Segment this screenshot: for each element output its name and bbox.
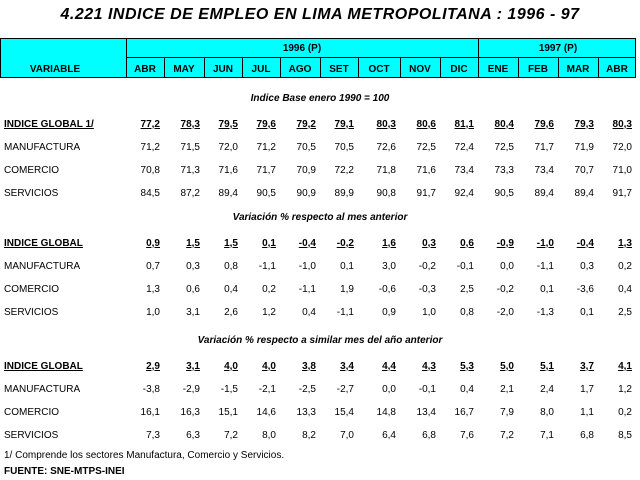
table-cell: 2,9 [146, 361, 160, 372]
table-cell: 1,7 [580, 384, 594, 395]
table-cell: 1,0 [422, 307, 436, 318]
table-cell: 0,2 [262, 284, 276, 295]
table-cell: -1,1 [298, 284, 316, 295]
table-cell: 84,5 [140, 188, 160, 199]
table-cell: 72,0 [218, 142, 238, 153]
table-cell: 5,1 [540, 361, 554, 372]
table-cell: 73,4 [454, 165, 474, 176]
year-1996-header: 1996 (P) [282, 43, 322, 54]
month-header: MAR [566, 64, 590, 75]
table-cell: 71,0 [612, 165, 632, 176]
row-label: MANUFACTURA [4, 261, 81, 272]
table-cell: 13,3 [296, 407, 316, 418]
table-row [0, 119, 640, 133]
table-cell: -0,2 [336, 238, 354, 249]
table-cell: -3,8 [142, 384, 160, 395]
table-cell: 90,8 [376, 188, 396, 199]
table-cell: 70,9 [296, 165, 316, 176]
table-cell: 71,2 [256, 142, 276, 153]
table-cell: -1,3 [536, 307, 554, 318]
table-cell: -2,9 [182, 384, 200, 395]
table-cell: 5,3 [460, 361, 474, 372]
table-cell: 71,6 [416, 165, 436, 176]
table-cell: 8,0 [262, 430, 276, 441]
table-row [0, 307, 640, 321]
table-cell: 3,4 [340, 361, 354, 372]
table-cell: 70,5 [296, 142, 316, 153]
header-divider [126, 57, 636, 58]
table-cell: -0,3 [418, 284, 436, 295]
month-header: ABR [606, 64, 628, 75]
table-cell: -1,1 [336, 307, 354, 318]
row-label: SERVICIOS [4, 188, 59, 199]
table-cell: 14,6 [256, 407, 276, 418]
table-cell: -1,0 [298, 261, 316, 272]
table-cell: 4,3 [422, 361, 436, 372]
table-cell: 7,3 [146, 430, 160, 441]
table-cell: 0,0 [500, 261, 514, 272]
table-cell: 0,4 [460, 384, 474, 395]
table-cell: 72,2 [334, 165, 354, 176]
table-cell: 0,6 [186, 284, 200, 295]
month-header: NOV [409, 64, 431, 75]
table-cell: 0,0 [382, 384, 396, 395]
row-label: MANUFACTURA [4, 142, 81, 153]
year-1997-header: 1997 (P) [538, 43, 578, 54]
table-row [0, 261, 640, 275]
table-row [0, 407, 640, 421]
row-label: SERVICIOS [4, 307, 59, 318]
month-header: DIC [450, 64, 468, 75]
table-cell: 16,7 [454, 407, 474, 418]
table-cell: 0,9 [146, 238, 160, 249]
table-row [0, 238, 640, 252]
table-cell: 78,3 [180, 119, 200, 130]
table-cell: 71,7 [256, 165, 276, 176]
table-cell: 79,6 [256, 119, 276, 130]
month-header: MAY [173, 64, 195, 75]
table-cell: 0,3 [186, 261, 200, 272]
table-cell: -2,1 [258, 384, 276, 395]
table-cell: 71,7 [534, 142, 554, 153]
row-label: COMERCIO [4, 284, 59, 295]
month-header: ABR [134, 64, 156, 75]
table-cell: 8,5 [618, 430, 632, 441]
table-cell: 6,8 [580, 430, 594, 441]
section-title: Indice Base enero 1990 = 100 [250, 93, 390, 104]
table-cell: -0,4 [576, 238, 594, 249]
table-cell: 80,6 [416, 119, 436, 130]
table-cell: 2,1 [500, 384, 514, 395]
table-cell: 0,1 [340, 261, 354, 272]
table-cell: 4,0 [224, 361, 238, 372]
table-row [0, 284, 640, 298]
table-cell: 14,8 [376, 407, 396, 418]
table-cell: 0,4 [302, 307, 316, 318]
table-cell: 6,4 [382, 430, 396, 441]
table-cell: 2,5 [460, 284, 474, 295]
table-cell: 72,5 [494, 142, 514, 153]
table-cell: 79,2 [296, 119, 316, 130]
table-cell: 89,4 [534, 188, 554, 199]
table-cell: 1,5 [224, 238, 238, 249]
table-cell: 1,1 [580, 407, 594, 418]
table-cell: -0,9 [496, 238, 514, 249]
table-cell: 0,7 [146, 261, 160, 272]
table-cell: -2,0 [496, 307, 514, 318]
table-cell: 0,3 [422, 238, 436, 249]
table-cell: 79,5 [218, 119, 238, 130]
table-cell: 7,0 [340, 430, 354, 441]
row-label: INDICE GLOBAL 1/ [4, 119, 94, 130]
table-cell: 1,5 [186, 238, 200, 249]
table-cell: 6,3 [186, 430, 200, 441]
table-cell: 73,3 [494, 165, 514, 176]
table-cell: -2,5 [298, 384, 316, 395]
section-title: Variación % respecto al mes anterior [232, 212, 408, 223]
table-cell: -0,2 [496, 284, 514, 295]
table-cell: 1,2 [618, 384, 632, 395]
row-label: MANUFACTURA [4, 384, 81, 395]
table-cell: 80,3 [612, 119, 632, 130]
table-cell: 0,3 [580, 261, 594, 272]
table-cell: 13,4 [416, 407, 436, 418]
table-cell: 15,1 [218, 407, 238, 418]
table-cell: 72,0 [612, 142, 632, 153]
table-cell: 91,7 [416, 188, 436, 199]
table-row [0, 188, 640, 202]
table-cell: 77,2 [140, 119, 160, 130]
table-cell: -1,1 [536, 261, 554, 272]
row-label: COMERCIO [4, 407, 59, 418]
table-cell: 3,1 [186, 307, 200, 318]
table-cell: -0,1 [418, 384, 436, 395]
table-cell: 80,3 [376, 119, 396, 130]
month-header: ENE [487, 64, 509, 75]
table-cell: 0,1 [580, 307, 594, 318]
table-cell: 3,7 [580, 361, 594, 372]
table-cell: 70,8 [140, 165, 160, 176]
table-cell: 1,9 [340, 284, 354, 295]
table-cell: 89,4 [574, 188, 594, 199]
table-cell: 4,0 [262, 361, 276, 372]
section-title: Variación % respecto a similar mes del año anterior [197, 335, 443, 346]
table-cell: 8,0 [540, 407, 554, 418]
table-cell: 4,4 [382, 361, 396, 372]
table-cell: 2,6 [224, 307, 238, 318]
table-cell: 0,9 [382, 307, 396, 318]
table-row [0, 430, 640, 444]
table-cell: 1,3 [618, 238, 632, 249]
table-row [0, 384, 640, 398]
table-cell: 72,4 [454, 142, 474, 153]
table-cell: -1,0 [536, 238, 554, 249]
table-cell: 1,0 [146, 307, 160, 318]
table-cell: 70,5 [334, 142, 354, 153]
table-cell: 7,2 [224, 430, 238, 441]
table-cell: 80,4 [494, 119, 514, 130]
table-cell: 92,4 [454, 188, 474, 199]
table-cell: 8,2 [302, 430, 316, 441]
footnote: 1/ Comprende los sectores Manufactura, Comercio y Servicios. [4, 450, 285, 461]
table-cell: 0,1 [540, 284, 554, 295]
table-cell: 3,0 [382, 261, 396, 272]
table-cell: 0,2 [618, 261, 632, 272]
table-cell: 1,3 [146, 284, 160, 295]
table-cell: 71,2 [140, 142, 160, 153]
table-cell: 71,9 [574, 142, 594, 153]
month-header: FEB [528, 64, 548, 75]
table-cell: 79,1 [334, 119, 354, 130]
table-cell: -1,1 [258, 261, 276, 272]
table-cell: 0,4 [618, 284, 632, 295]
table-cell: 7,9 [500, 407, 514, 418]
table-cell: 1,2 [262, 307, 276, 318]
table-row [0, 165, 640, 179]
table-cell: 16,3 [180, 407, 200, 418]
table-row [0, 361, 640, 375]
table-cell: 4,1 [618, 361, 632, 372]
table-cell: 90,9 [296, 188, 316, 199]
month-header: SET [329, 64, 349, 75]
table-cell: 0,2 [618, 407, 632, 418]
table-cell: -3,6 [576, 284, 594, 295]
month-header: JUN [212, 64, 233, 75]
table-cell: 71,6 [218, 165, 238, 176]
table-cell: 0,8 [460, 307, 474, 318]
table-cell: 5,0 [500, 361, 514, 372]
table-cell: 2,5 [618, 307, 632, 318]
month-header: JUL [251, 64, 271, 75]
table-cell: -0,2 [418, 261, 436, 272]
row-label: INDICE GLOBAL [4, 361, 83, 372]
table-cell: 81,1 [454, 119, 474, 130]
table-cell: -0,6 [378, 284, 396, 295]
table-cell: 91,7 [612, 188, 632, 199]
table-cell: 89,9 [334, 188, 354, 199]
table-cell: -1,5 [220, 384, 238, 395]
table-cell: 87,2 [180, 188, 200, 199]
source-note: FUENTE: SNE-MTPS-INEI [4, 466, 125, 477]
table-cell: 16,1 [140, 407, 160, 418]
table-cell: 90,5 [256, 188, 276, 199]
table-cell: 71,3 [180, 165, 200, 176]
table-cell: 0,1 [262, 238, 276, 249]
table-cell: 71,8 [376, 165, 396, 176]
table-cell: -0,1 [456, 261, 474, 272]
table-cell: 70,7 [574, 165, 594, 176]
table-cell: -2,7 [336, 384, 354, 395]
table-cell: 7,2 [500, 430, 514, 441]
table-cell: 0,4 [224, 284, 238, 295]
table-cell: 0,8 [224, 261, 238, 272]
table-cell: 2,4 [540, 384, 554, 395]
row-label: INDICE GLOBAL [4, 238, 83, 249]
table-cell: -0,4 [298, 238, 316, 249]
table-cell: 89,4 [218, 188, 238, 199]
table-cell: 79,6 [534, 119, 554, 130]
month-header: OCT [368, 64, 390, 75]
table-cell: 3,1 [186, 361, 200, 372]
table-cell: 72,6 [376, 142, 396, 153]
row-label: COMERCIO [4, 165, 59, 176]
table-cell: 90,5 [494, 188, 514, 199]
table-cell: 15,4 [334, 407, 354, 418]
table-cell: 71,5 [180, 142, 200, 153]
table-cell: 73,4 [534, 165, 554, 176]
table-cell: 72,5 [416, 142, 436, 153]
table-cell: 3,8 [302, 361, 316, 372]
table-cell: 0,6 [460, 238, 474, 249]
page-title: 4.221 INDICE DE EMPLEO EN LIMA METROPOLITANA : 1996 - 97 [60, 6, 580, 23]
table-cell: 7,1 [540, 430, 554, 441]
table-cell: 79,3 [574, 119, 594, 130]
row-label: SERVICIOS [4, 430, 59, 441]
table-row [0, 142, 640, 156]
variable-header: VARIABLE [29, 64, 81, 75]
table-cell: 1,6 [382, 238, 396, 249]
table-cell: 6,8 [422, 430, 436, 441]
table-cell: 7,6 [460, 430, 474, 441]
table-header [0, 38, 636, 78]
month-header: AGO [288, 64, 312, 75]
